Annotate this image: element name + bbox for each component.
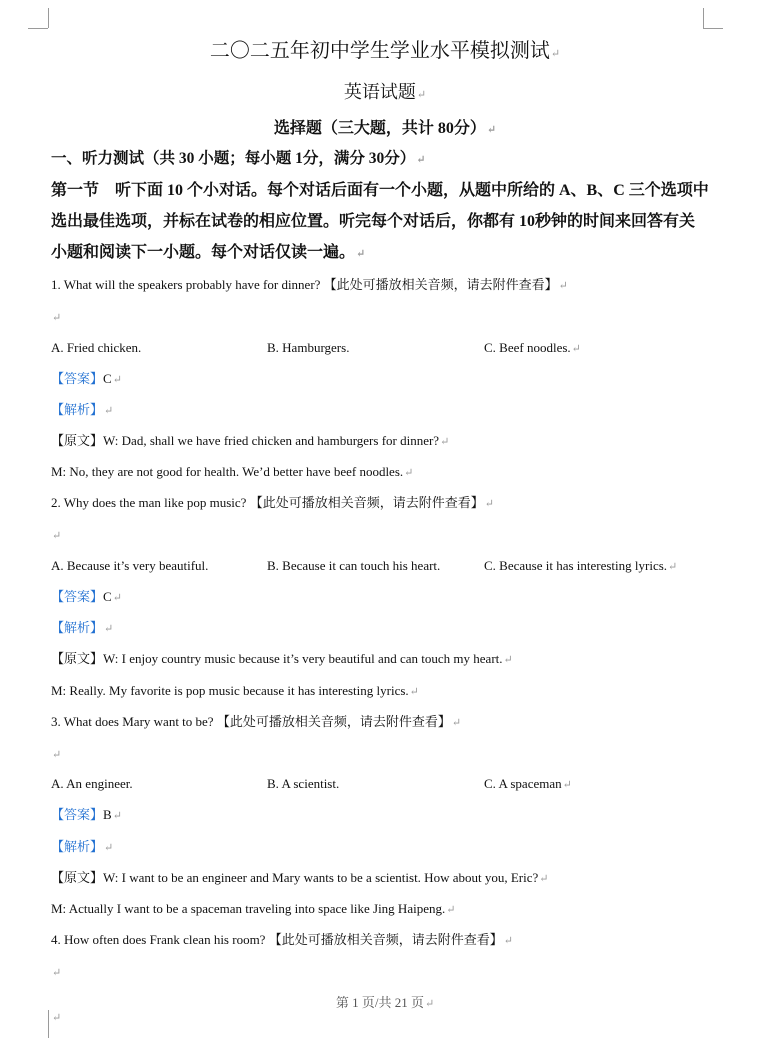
question-1-answer: 【答案】C↵ xyxy=(51,371,122,386)
question-1-original-line2: M: No, they are not good for health. We’d better have beef noodles.↵ xyxy=(51,464,414,479)
exam-subject: 英语试题↵ xyxy=(343,82,427,102)
crop-mark-top-left xyxy=(48,8,49,28)
part1-heading: 一、听力测试（共 30 小题；每小题 1分，满分 30分）↵ xyxy=(51,150,426,167)
part1-instruction-line2: 选出最佳选项，并标在试卷的相应位置。听完每个对话后，你都有 10秒钟的时间来回答有关 xyxy=(51,213,696,230)
blank-line: ↵ xyxy=(52,749,62,761)
question-3-option-c[interactable]: C. A spaceman↵ xyxy=(484,776,572,791)
blank-line: ↵ xyxy=(52,967,62,979)
question-2-original-line2: M: Really. My favorite is pop music because it has interesting lyrics.↵ xyxy=(51,683,419,698)
question-1-option-b[interactable]: B. Hamburgers. xyxy=(267,340,350,355)
question-1-option-c[interactable]: C. Beef noodles.↵ xyxy=(484,340,581,355)
question-1-option-a[interactable]: A. Fried chicken. xyxy=(51,340,142,355)
question-1-analysis: 【解析】↵ xyxy=(51,402,114,417)
question-4-stem: 4. How often does Frank clean his room? 【此处可播放相关音频，请去附件查看】↵ xyxy=(51,932,513,947)
question-2-answer: 【答案】C↵ xyxy=(51,589,122,604)
question-1-original-line1: 【原文】W: Dad, shall we have fried chicken and hamburgers for dinner?↵ xyxy=(51,433,450,448)
part1-instruction-line1: 第一节 听下面 10 个小对话。每个对话后面有一个小题，从题中所给的 A、B、C 三个选项中 xyxy=(51,182,709,199)
blank-line: ↵ xyxy=(52,1012,62,1024)
crop-mark-top-left-h xyxy=(28,28,48,29)
blank-line: ↵ xyxy=(52,312,62,324)
part1-instruction-line3: 小题和阅读下一小题。每个对话仅读一遍。↵ xyxy=(51,244,366,261)
question-3-stem: 3. What does Mary want to be? 【此处可播放相关音频，请去附件查看】↵ xyxy=(51,714,462,729)
question-3-analysis: 【解析】↵ xyxy=(51,839,114,854)
question-2-analysis: 【解析】↵ xyxy=(51,620,114,635)
question-1-stem: 1. What will the speakers probably have for dinner? 【此处可播放相关音频，请去附件查看】↵ xyxy=(51,277,568,292)
blank-line: ↵ xyxy=(52,530,62,542)
question-3-option-b[interactable]: B. A scientist. xyxy=(267,776,340,791)
question-2-option-b[interactable]: B. Because it can touch his heart. xyxy=(267,558,441,573)
question-3-answer: 【答案】B↵ xyxy=(51,807,122,822)
question-2-stem: 2. Why does the man like pop music? 【此处可播放相关音频，请去附件查看】↵ xyxy=(51,495,494,510)
question-3-option-a[interactable]: A. An engineer. xyxy=(51,776,133,791)
crop-mark-bottom-left xyxy=(48,1010,49,1038)
crop-mark-top-right-h xyxy=(703,28,723,29)
crop-mark-top-right xyxy=(703,8,704,28)
question-3-original-line1: 【原文】W: I want to be an engineer and Mary wants to be a scientist. How about you, Eric?↵ xyxy=(51,870,549,885)
question-3-original-line2: M: Actually I want to be a spaceman traveling into space like Jing Haipeng.↵ xyxy=(51,901,456,916)
question-2-original-line1: 【原文】W: I enjoy country music because it’s very beautiful and can touch my heart.↵ xyxy=(51,651,513,666)
page-footer: 第 1 页/共 21 页↵ xyxy=(335,995,435,1010)
exam-title: 二〇二五年初中学生学业水平模拟测试↵ xyxy=(209,40,561,62)
section-heading: 选择题（三大题，共计 80分）↵ xyxy=(273,120,497,137)
question-2-option-c[interactable]: C. Because it has interesting lyrics.↵ xyxy=(484,558,678,573)
question-2-option-a[interactable]: A. Because it’s very beautiful. xyxy=(51,558,209,573)
